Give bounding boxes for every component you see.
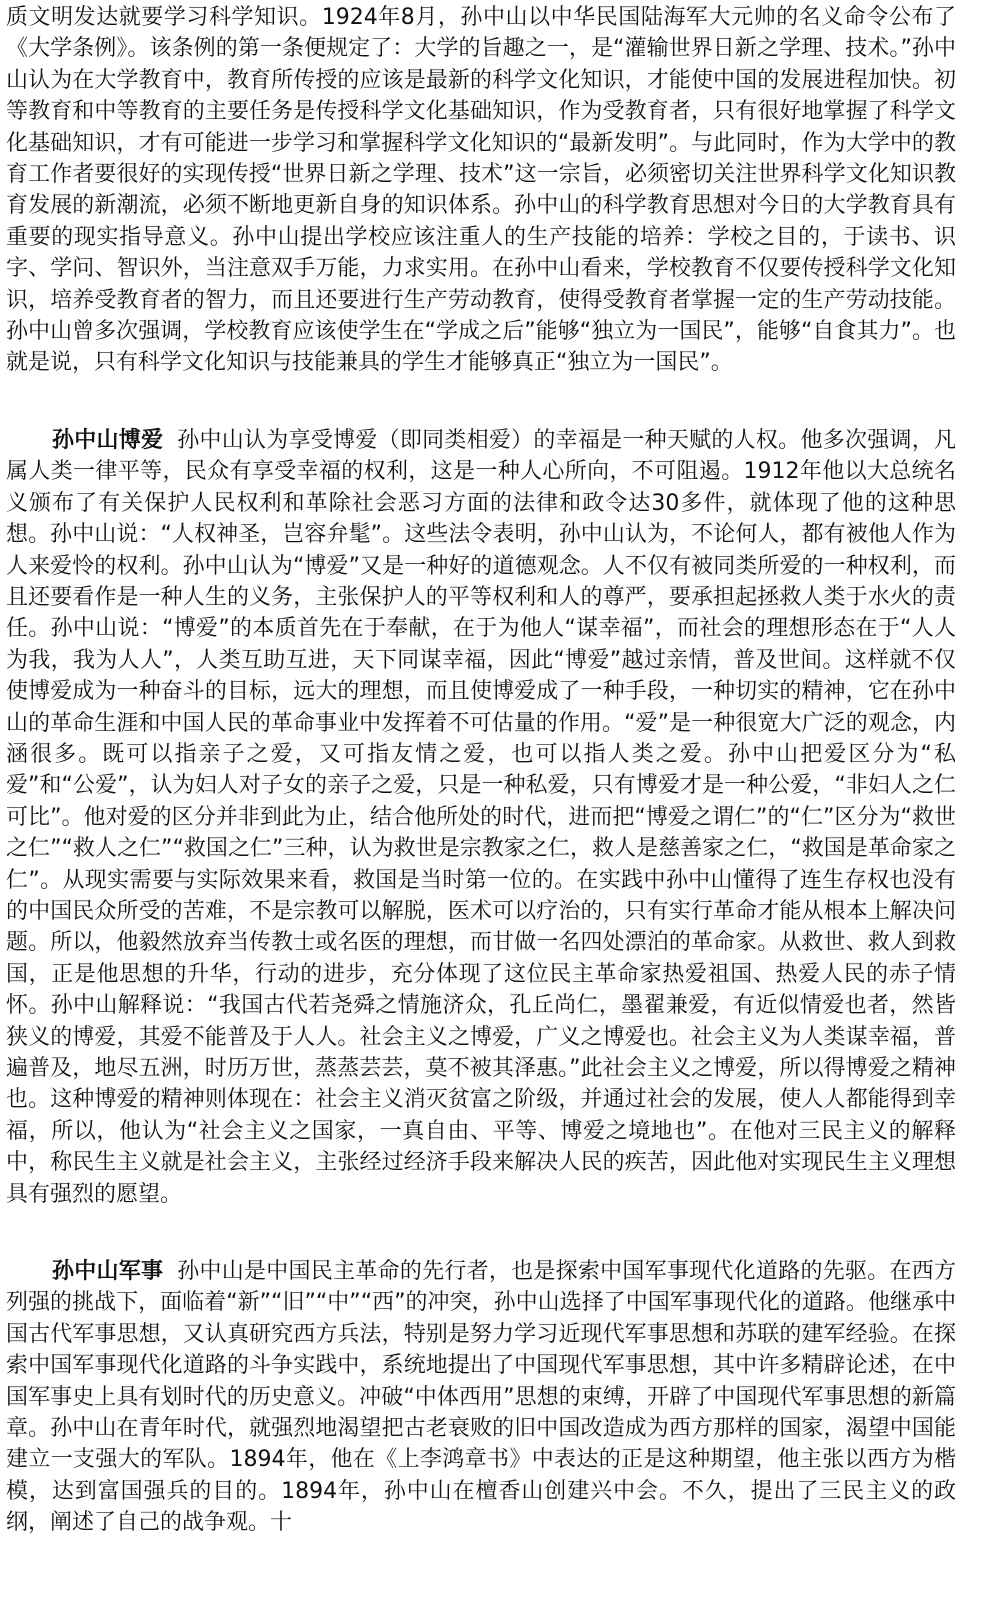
- paragraph-gap: [6, 379, 956, 425]
- paragraph-gap: [6, 1210, 956, 1256]
- section-heading-fraternity: 孙中山博爱: [52, 427, 164, 453]
- section-heading-military: 孙中山军事: [52, 1259, 164, 1285]
- section-military: [6, 1256, 956, 1539]
- section-body-fraternity: 孙中山认为享受博爱（即同类相爱）的幸福是一种天赋的人权。他多次强调，凡属人类一律平等，民众有享受幸福的权利，这是一种人心所向，不可阻遏。1912年他以大总统名义颁布了有关保护人民权利和革除社会恶习方面的法律和政令达30多件，就体现了他的这种思想。孙中山说：“人权神圣，岂容弁髦”。这些法令表明，孙中山认为，不论何人，都有被他人作为人来爱怜的权利。孙中山认为“博爱”又是一种好的道德观念。人不仅有被同类所爱的一种权利，而且还要看作是一种人生的义务，主张保护人的平等权利和人的尊严，要承担起拯救人类于水火的责任。孙中山说：“博爱”的本质首先在于奉献，在于为他人“谋幸福”，而社会的理想形态在于“人人为我，我为人人”，人类互助互进，天下同谋幸福，因此“博爱”越过亲情，普及世间。这样就不仅使博爱成为一种奋斗的目标，远大的理想，而且使博爱成了一种手段，一种切实的精神，它在孙中山的革命生涯和中国人民的革命事业中发挥着不可估量的作用。“爱”是一种很宽大广泛的观念，内涵很多。既可以指亲子之爱，又可指友情之爱，也可以指人类之爱。孙中山把爱区分为“私爱”和“公爱”，认为妇人对子女的亲子之爱，只是一种私爱，只有博爱才是一种公爱，“非妇人之仁可比”。他对爱的区分并非到此为止，结合他所处的时代，进而把“博爱之谓仁”的“仁”区分为“救世之仁”“救人之仁”“救国之仁”三种，认为救世是宗教家之仁，救人是慈善家之仁，“救国是革命家之仁”。从现实需要与实际效果来看，救国是当时第一位的。在实践中孙中山懂得了连生存权也没有的中国民众所受的苦难，不是宗教可以解脱，医术可以疗治的，只有实行革命才能从根本上解决问题。所以，他毅然放弃当传教士或名医的理想，而甘做一名四处漂泊的革命家。从救世、救人到救国，正是他思想的升华，行动的进步，充分体现了这位民主革命家热爱祖国、热爱人民的赤子情怀。孙中山解释说：“我国古代若尧舜之情施济众，孔丘尚仁，墨翟兼爱，有近似情爱也者，然皆狭义的博爱，其爱不能普及于人人。社会主义之博爱，广义之博爱也。社会主义为人类谋幸福，普遍普及，地尽五洲，时历万世，蒸蒸芸芸，莫不被其泽惠。”此社会主义之博爱，所以得博爱之精神也。这种博爱的精神则体现在：社会主义消灭贫富之阶级，并通过社会的发展，使人人都能得到幸福，所以，他认为“社会主义之国家，一真自由、平等、博爱之境地也”。在他对三民主义的解释中，称民生主义就是社会主义，主张经过经济手段来解决人民的疾苦，因此他对实现民生主义理想具有强烈的愿望。: [6, 427, 956, 1207]
- section-fraternity: [6, 425, 956, 1210]
- section-body-military: 孙中山是中国民主革命的先行者，也是探索中国军事现代化道路的先驱。在西方列强的挑战下，面临着“新”“旧”“中”“西”的冲突，孙中山选择了中国军事现代化的道路。他继承中国古代军事思想，又认真研究西方兵法，特别是努力学习近现代军事思想和苏联的建军经验。在探索中国军事现代化道路的斗争实践中，系统地提出了中国现代军事思想，其中许多精辟论述，在中国军事史上具有划时代的历史意义。冲破“中体西用”思想的束缚，开辟了中国现代军事思想的新篇章。孙中山在青年时代，就强烈地渴望把古老衰败的旧中国改造成为西方那样的国家，渴望中国能建立一支强大的军队。1894年，他在《上李鸿章书》中表达的正是这种期望，他主张以西方为楷模，达到富国强兵的目的。1894年，孙中山在檀香山创建兴中会。不久，提出了三民主义的政纲，阐述了自己的战争观。十: [6, 1259, 956, 1536]
- intro-paragraph: 质文明发达就要学习科学知识。1924年8月，孙中山以中华民国陆海军大元帅的名义命令公布了《大学条例》。该条例的第一条便规定了：大学的旨趣之一，是“灌输世界日新之学理、技术。”孙中山认为在大学教育中，教育所传授的应该是最新的科学文化知识，才能使中国的发展进程加快。初等教育和中等教育的主要任务是传授科学文化基础知识，作为受教育者，只有很好地掌握了科学文化基础知识，才有可能进一步学习和掌握科学文化知识的“最新发明”。与此同时，作为大学中的教育工作者要很好的实现传授“世界日新之学理、技术”这一宗旨，必须密切关注世界科学文化知识教育发展的新潮流，必须不断地更新自身的知识体系。孙中山的科学教育思想对今日的大学教育具有重要的现实指导意义。孙中山提出学校应该注重人的生产技能的培养：学校之目的，于读书、识字、学问、智识外，当注意双手万能，力求实用。在孙中山看来，学校教育不仅要传授科学文化知识，培养受教育者的智力，而且还要进行生产劳动教育，使得受教育者掌握一定的生产劳动技能。孙中山曾多次强调，学校教育应该使学生在“学成之后”能够“独立为一国民”，能够“自食其力”。也就是说，只有科学文化知识与技能兼具的学生才能够真正“独立为一国民”。: [6, 5, 956, 376]
